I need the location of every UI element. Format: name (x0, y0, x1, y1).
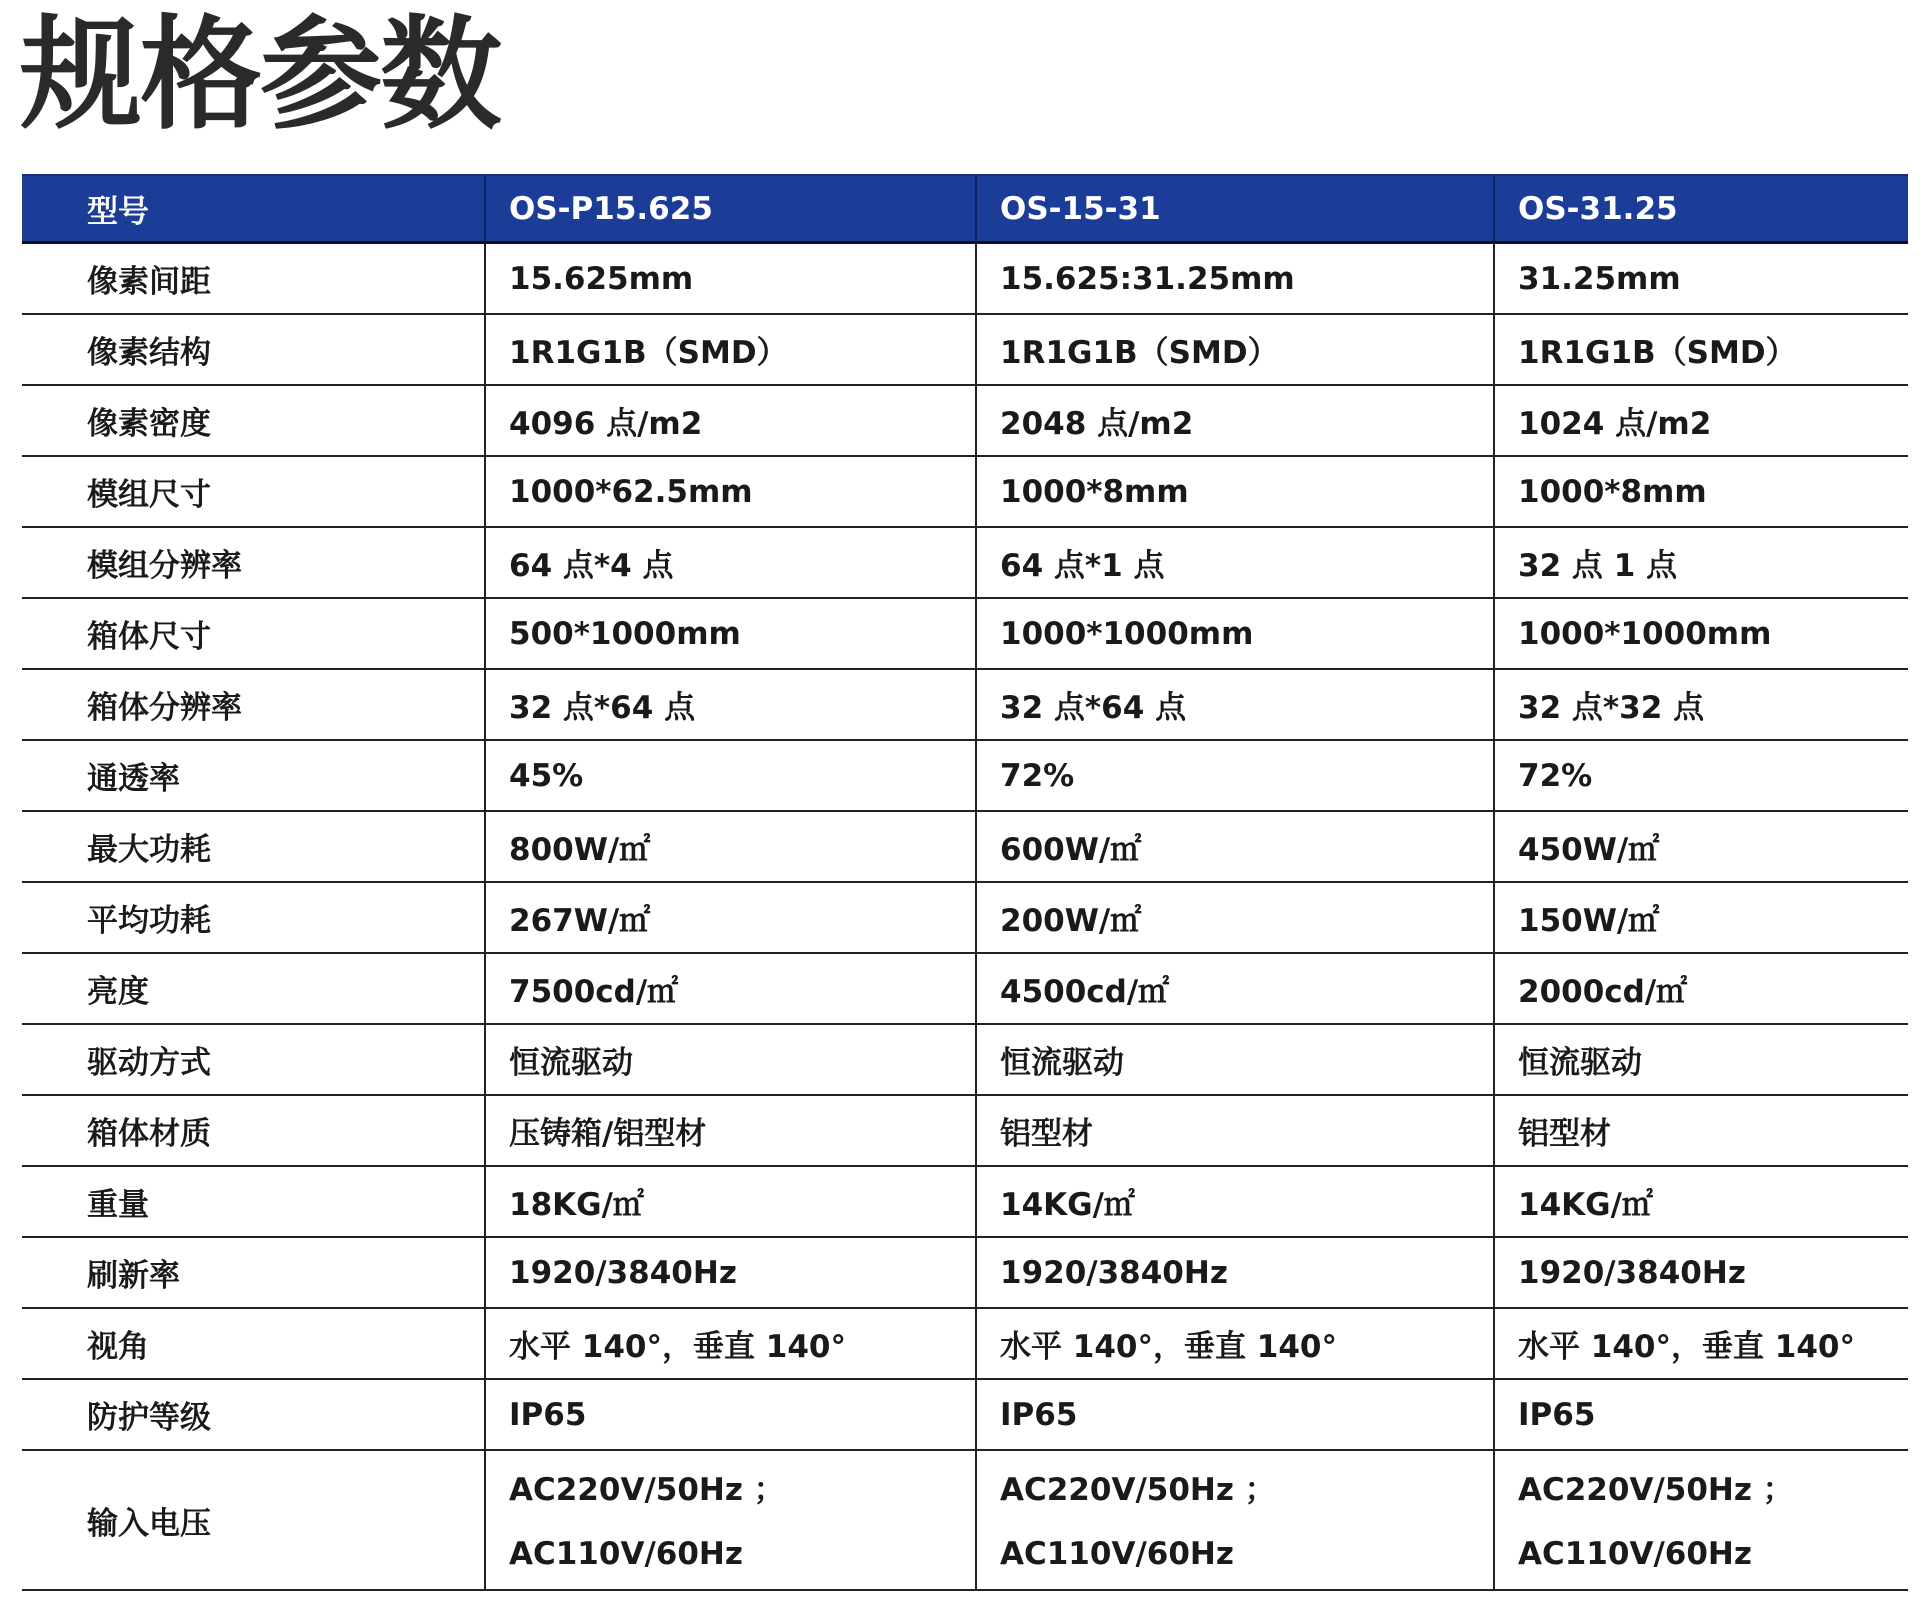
row-value: 32 点*64 点 (975, 670, 1493, 739)
row-value: 恒流驱动 (975, 1025, 1493, 1094)
row-value-line: AC110V/60Hz (1000, 1536, 1234, 1572)
table-header-row (22, 174, 1908, 244)
row-label: 通透率 (87, 761, 180, 797)
row-label: 防护等级 (87, 1400, 211, 1436)
row-value: 64 点*1 点 (975, 528, 1493, 597)
row-value: 14KG/㎡ (1493, 1167, 1908, 1236)
row-label: 输入电压 (87, 1505, 211, 1542)
table-row (22, 1167, 1908, 1238)
row-value: 15.625mm (484, 244, 975, 313)
row-value: 压铸箱/铝型材 (484, 1096, 975, 1165)
row-value-line: AC220V/50Hz ； (509, 1471, 785, 1508)
row-value: 18KG/㎡ (484, 1167, 975, 1236)
table-row (22, 812, 1908, 883)
row-value: 32 点*32 点 (1493, 670, 1908, 739)
row-label: 箱体尺寸 (87, 619, 211, 655)
row-value: 1000*8mm (1493, 457, 1908, 526)
row-value: 72% (975, 741, 1493, 810)
row-value: 2000cd/㎡ (1493, 954, 1908, 1023)
table-row (22, 1025, 1908, 1096)
row-value: IP65 (484, 1380, 975, 1449)
row-value: 1024 点/m2 (1493, 386, 1908, 455)
row-value-line: AC220V/50Hz ； (1000, 1471, 1276, 1508)
row-value: 1000*1000mm (975, 599, 1493, 668)
row-value: 1920/3840Hz (1493, 1238, 1908, 1307)
row-value: 1000*62.5mm (484, 457, 975, 526)
row-value: 450W/㎡ (1493, 812, 1908, 881)
row-value: 1R1G1B（SMD） (975, 315, 1493, 384)
row-label: 像素结构 (87, 335, 211, 371)
row-value: IP65 (975, 1380, 1493, 1449)
table-row (22, 386, 1908, 457)
row-value: 4096 点/m2 (484, 386, 975, 455)
table-row (22, 1096, 1908, 1167)
table-row (22, 954, 1908, 1025)
row-value: 1R1G1B（SMD） (1493, 315, 1908, 384)
row-value (975, 1451, 1493, 1589)
row-value: 200W/㎡ (975, 883, 1493, 952)
table-row (22, 528, 1908, 599)
row-value: 7500cd/㎡ (484, 954, 975, 1023)
header-cell-os-p15-625: OS-P15.625 (484, 176, 975, 241)
table-row (22, 1309, 1908, 1380)
row-value: IP65 (1493, 1380, 1908, 1449)
row-value-line: AC110V/60Hz (509, 1536, 743, 1572)
table-row (22, 599, 1908, 670)
row-value: 45% (484, 741, 975, 810)
row-value: 1R1G1B（SMD） (484, 315, 975, 384)
row-value (1493, 1451, 1908, 1589)
row-label: 箱体分辨率 (87, 690, 242, 726)
row-value: 水平 140°，垂直 140° (484, 1309, 975, 1378)
row-label: 驱动方式 (87, 1045, 211, 1081)
row-value: 72% (1493, 741, 1908, 810)
table-row (22, 741, 1908, 812)
row-label: 重量 (87, 1187, 149, 1223)
header-cell-os-31-25: OS-31.25 (1493, 176, 1908, 241)
row-label: 像素间距 (87, 264, 211, 300)
row-value: 267W/㎡ (484, 883, 975, 952)
table-row (22, 1380, 1908, 1451)
row-value: 600W/㎡ (975, 812, 1493, 881)
row-label: 刷新率 (87, 1258, 180, 1294)
row-label: 箱体材质 (87, 1116, 211, 1152)
table-row-input-voltage (22, 1451, 1908, 1591)
row-value: 恒流驱动 (484, 1025, 975, 1094)
row-value: 1000*1000mm (1493, 599, 1908, 668)
row-value: 15.625:31.25mm (975, 244, 1493, 313)
row-value (484, 1451, 975, 1589)
row-value: 4500cd/㎡ (975, 954, 1493, 1023)
table-row (22, 883, 1908, 954)
row-value: 1000*8mm (975, 457, 1493, 526)
row-value: 14KG/㎡ (975, 1167, 1493, 1236)
table-body (22, 244, 1908, 1591)
row-value: 500*1000mm (484, 599, 975, 668)
spec-table (22, 174, 1908, 1591)
row-label: 亮度 (87, 974, 149, 1010)
row-value: 32 点*64 点 (484, 670, 975, 739)
row-value: 铝型材 (975, 1096, 1493, 1165)
page-title: 规格参数 (20, 4, 500, 146)
row-value: 1920/3840Hz (975, 1238, 1493, 1307)
row-value: 32 点 1 点 (1493, 528, 1908, 597)
header-cell-model: 型号 (87, 194, 149, 230)
row-value: 恒流驱动 (1493, 1025, 1908, 1094)
table-row (22, 457, 1908, 528)
row-value: 铝型材 (1493, 1096, 1908, 1165)
row-label: 最大功耗 (87, 832, 211, 868)
row-value-line: AC110V/60Hz (1518, 1536, 1752, 1572)
row-label: 平均功耗 (87, 903, 211, 939)
row-label: 模组分辨率 (87, 548, 242, 584)
row-value: 64 点*4 点 (484, 528, 975, 597)
table-row (22, 244, 1908, 315)
table-row (22, 670, 1908, 741)
header-cell-os-15-31: OS-15-31 (975, 176, 1493, 241)
table-row (22, 315, 1908, 386)
row-value: 31.25mm (1493, 244, 1908, 313)
row-value: 800W/㎡ (484, 812, 975, 881)
table-row (22, 1238, 1908, 1309)
row-label: 像素密度 (87, 406, 211, 442)
row-value: 2048 点/m2 (975, 386, 1493, 455)
row-label: 视角 (87, 1329, 149, 1365)
row-label: 模组尺寸 (87, 477, 211, 513)
row-value: 水平 140°，垂直 140° (1493, 1309, 1908, 1378)
row-value-line: AC220V/50Hz ； (1518, 1471, 1794, 1508)
row-value: 150W/㎡ (1493, 883, 1908, 952)
row-value: 1920/3840Hz (484, 1238, 975, 1307)
row-value: 水平 140°，垂直 140° (975, 1309, 1493, 1378)
